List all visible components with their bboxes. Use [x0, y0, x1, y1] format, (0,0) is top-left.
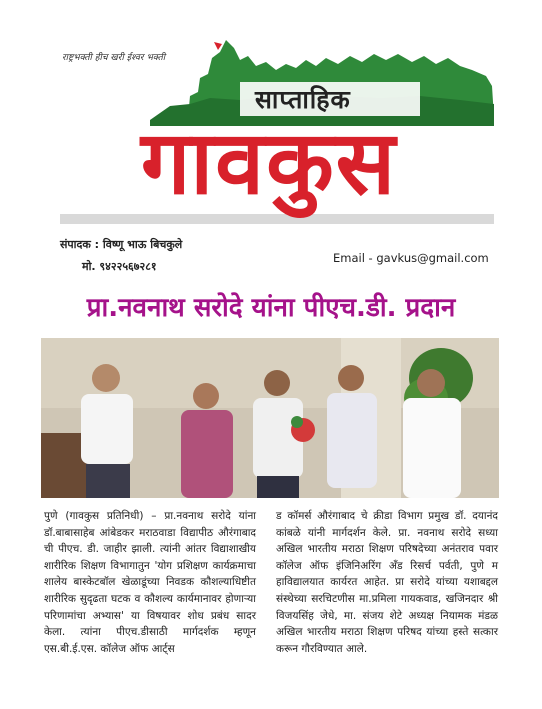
masthead — [0, 0, 542, 280]
article-photo — [41, 338, 499, 498]
newspaper-logo-title: गावकुस — [140, 111, 398, 214]
editor-phone: मो. ९४२२५६७२८१ — [82, 260, 157, 273]
article-paragraph: पुणे (गावकुस प्रतिनिधी) – प्रा.नवनाथ सरोदे यांना डॉ.बाबासाहेब आंबेडकर मराठवाडा विद्यापीठ औरंगाबाद ची पीएच. डी. जाहीर झाली. त्यांनी आंतर विद्याशाखीय शारीरिक शिक्षण विभागातुन 'योग प्रशिक्षण कार्यक्रमाचा शालेय बास्केटबॉल खेळाडूंच्या निवडक कौशल्याधिष्टीत शारीरिक सुदृढता घटक व कौशल्य कार्यमानावर होणाऱ्या परिणामांचा अभ्यास' या विषयावर शोध प्रबंध सादर केला. त्यांना पीएच.डीसाठी मार्गदर्शक म्हणून एस.बी.ई.एस. कॉलेज ऑफ आर्ट्स — [44, 510, 256, 655]
masthead-tagline: राष्ट्रभक्ती हीच खरी ईश्वर भक्ती — [62, 53, 166, 63]
article-column-1 — [44, 508, 256, 657]
masthead-weekly-label: साप्ताहिक — [255, 85, 351, 114]
editor-name: संपादक : विष्णू भाऊ बिचकुले — [60, 238, 183, 251]
article-paragraph: ड कॉमर्स औरंगाबाद चे क्रीडा विभाग प्रमुख डॉ. दयानंद कांबळे यांनी मार्गदर्शन केले. प्रा. नवनाथ सरोदे सध्या अखिल भारतीय मराठा शिक्षण परिषदेच्या अनंतराव पवार कॉलेज ऑफ इंजिनिअरिंग अँड रिसर्च पर्वती, पुणे म हाविद्यालयात कार्यरत आहेत. प्रा सरोदे यांच्या यशाबद्दल संस्थेच्या सरचिटणीस मा.प्रमिला गायकवाड, खजिनदार श्री विजयसिंह जेधे, मा. संजय शेटे अध्यक्ष नियामक मंडळ अखिल भारतीय मराठा शिक्षण परिषद यांच्या हस्ते सत्कार करून गौरविण्यात आले. — [276, 510, 498, 655]
newspaper-email: Email - gavkus@gmail.com — [333, 251, 489, 265]
article-column-2 — [276, 508, 498, 657]
article-headline: प्रा.नवनाथ सरोदे यांना पीएच.डी. प्रदान — [86, 293, 456, 323]
